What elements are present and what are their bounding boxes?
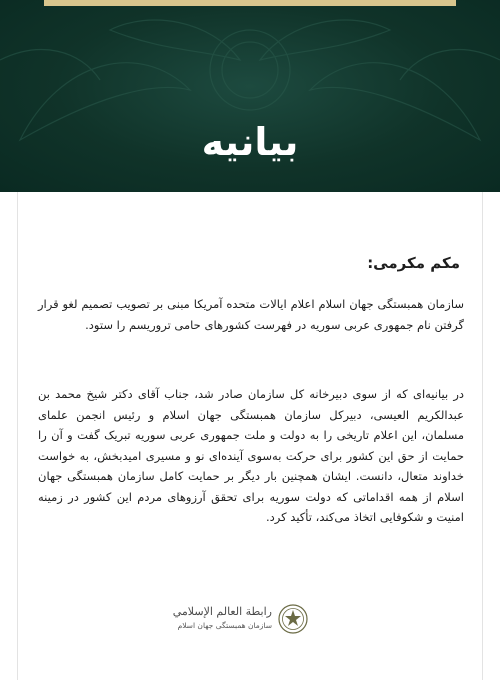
paragraph-2: در بیانیه‌ای که از سوی دبیرخانه کل سازمان صادر شد، جناب آقای دکتر شیخ محمد بن عبدالکریم العیسی، دبیرکل سازمان همبستگی جهان اسلام و رئیس انجمن علمای مسلمان، این اعلام تاریخی را به دولت و ملت جمهوری عربی سوریه تبریک گفت و آن را حمایت از حق این کشور برای حرکت به‌سوی آینده‌ای نو و مسیری امیدبخش، به خواست خداوند متعال، دانست. ایشان همچنین بار دیگر بر حمایت کامل سازمان همبستگی جهان اسلام از همه اقداماتی که دولت سوریه برای تحقق آرزوهای مردم این کشور در زمینه امنیت و شکوفایی اتخاذ می‌کند، تأکید کرد. (38, 387, 464, 524)
salutation: مکم مکرمی: (367, 254, 460, 272)
logo-arabic-name: رابطة العالم الإسلامي (172, 605, 272, 618)
logo-text (172, 604, 272, 632)
footer-logo (172, 602, 308, 642)
statement-body (17, 192, 483, 680)
seal-icon (278, 604, 308, 634)
header-banner (0, 0, 500, 192)
logo-persian-name: سازمان همبستگی جهان اسلام (177, 621, 272, 630)
paragraph-1: سازمان همبستگی جهان اسلام اعلام ایالات متحده آمریکا مبنی بر تصویب تصمیم لغو قرار گرفتن نام جمهوری عربی سوریه در فهرست کشورهای حامی تروریسم را ستود. (38, 297, 464, 332)
page-title: بیانیه (201, 120, 299, 164)
